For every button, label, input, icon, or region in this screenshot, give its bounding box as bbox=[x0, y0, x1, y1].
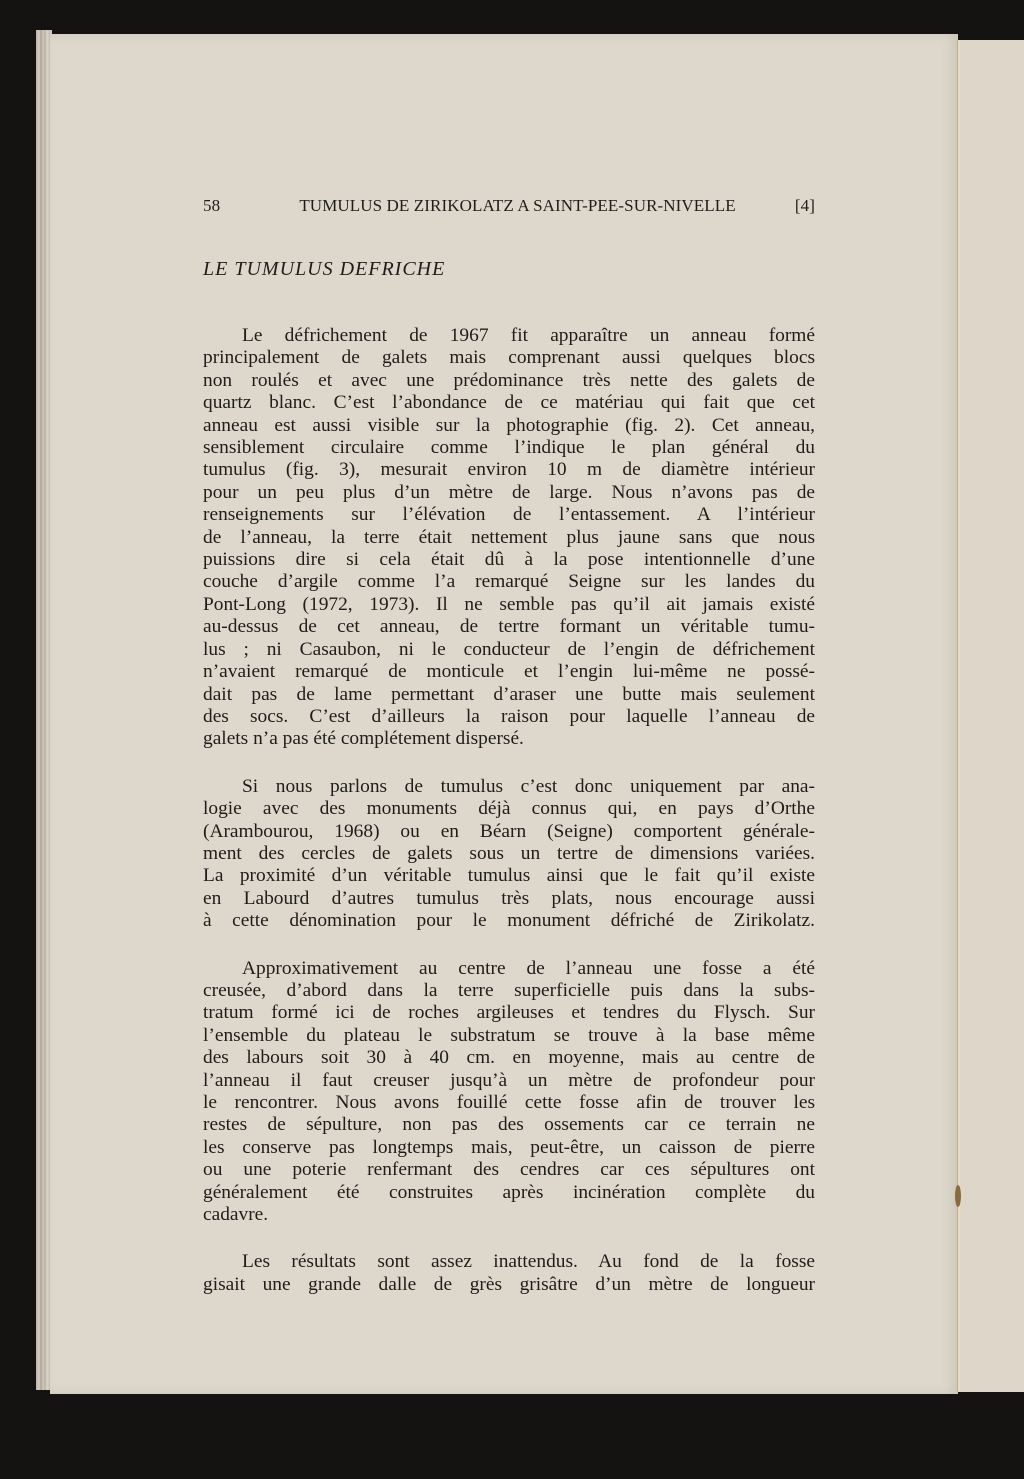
section-marker: [4] bbox=[794, 196, 815, 215]
text-line: (Arambourou, 1968) ou en Béarn (Seigne) comportent générale- bbox=[203, 820, 815, 842]
text-line: Le défrichement de 1967 fit apparaître un anneau formé bbox=[242, 325, 815, 346]
text-line: n’avaient remarqué de monticule et l’engin lui-même ne possé- bbox=[203, 661, 815, 683]
text-line: en Labourd d’autres tumulus très plats, nous encourage aussi bbox=[203, 887, 815, 909]
text-line: ou une poterie renfermant des cendres car ces sépultures ont bbox=[203, 1159, 815, 1181]
text-line: anneau est aussi visible sur la photographie (fig. 2). Cet anneau, bbox=[203, 414, 815, 436]
text-line: lus ; ni Casaubon, ni le conducteur de l’engin de défrichement bbox=[203, 638, 815, 660]
text-line: de l’anneau, la terre était nettement plus jaune sans que nous bbox=[203, 526, 815, 548]
text-line: l’ensemble du plateau le substratum se trouve à la base même bbox=[203, 1024, 815, 1046]
text-line: cadavre. bbox=[203, 1204, 269, 1226]
text-line: Les résultats sont assez inattendus. Au fond de la fosse bbox=[242, 1251, 815, 1273]
text-line: Pont-Long (1972, 1973). Il ne semble pas qu’il ait jamais existé bbox=[203, 593, 815, 615]
text-line: les conserve pas longtemps mais, peut-être, un caisson de pierre bbox=[203, 1136, 815, 1158]
text-line: le rencontrer. Nous avons fouillé cette fosse afin de trouver les bbox=[203, 1092, 815, 1113]
text-line: pour un peu plus d’un mètre de large. Nous n’avons pas de bbox=[203, 481, 815, 503]
text-line: des socs. C’est d’ailleurs la raison pour laquelle l’anneau de bbox=[203, 705, 815, 727]
text-line: non roulés et avec une prédominance très nette des galets de bbox=[203, 369, 815, 391]
running-head-title: TUMULUS DE ZIRIKOLATZ A SAINT-PEE-SUR-NIVELLE bbox=[299, 196, 736, 215]
text-line: couche d’argile comme l’a remarqué Seigne sur les landes du bbox=[203, 571, 815, 593]
text-line: quartz blanc. C’est l’abondance de ce matériau qui fait que cet bbox=[203, 392, 815, 414]
text-line: tratum formé ici de roches argileuses et tendres du Flysch. Sur bbox=[203, 1002, 815, 1024]
text-line: La proximité d’un véritable tumulus ainsi que le fait qu’il existe bbox=[203, 865, 815, 887]
text-line: galets n’a pas été complétement dispersé. bbox=[203, 728, 524, 750]
text-line: dait pas de lame permettant d’araser une butte mais seulement bbox=[203, 683, 815, 705]
paragraph-4 bbox=[203, 1251, 815, 1296]
paragraph-1 bbox=[203, 325, 815, 751]
section-title: LE TUMULUS DEFRICHE bbox=[203, 258, 446, 280]
book-page-right-edge bbox=[960, 40, 1024, 1392]
text-line: généralement été construites après incinération complète du bbox=[203, 1181, 815, 1203]
page-number: 58 bbox=[203, 196, 221, 215]
text-line: Si nous parlons de tumulus c’est donc uniquement par ana- bbox=[242, 775, 815, 797]
text-line: Approximativement au centre de l’anneau une fosse a été bbox=[242, 957, 815, 979]
text-line: sensiblement circulaire comme l’indique le plan général du bbox=[203, 437, 815, 459]
page-content bbox=[203, 196, 815, 1321]
text-line: des labours soit 30 à 40 cm. en moyenne, mais au centre de bbox=[203, 1047, 815, 1069]
text-line: tumulus (fig. 3), mesurait environ 10 m de diamètre intérieur bbox=[203, 459, 815, 481]
text-line: restes de sépulture, non pas des ossements car ce terrain ne bbox=[203, 1114, 815, 1136]
text-line: principalement de galets mais comprenant aussi quelques blocs bbox=[203, 347, 815, 369]
text-line: à cette dénomination pour le monument défriché de Zirikolatz. bbox=[203, 910, 815, 932]
running-head bbox=[203, 196, 815, 222]
text-line: au-dessus de cet anneau, de tertre formant un véritable tumu- bbox=[203, 616, 815, 638]
text-line: renseignements sur l’élévation de l’entassement. A l’intérieur bbox=[203, 504, 815, 526]
paragraph-3 bbox=[203, 958, 815, 1227]
text-line: puissions dire si cela était dû à la pose intentionnelle d’une bbox=[203, 549, 815, 571]
text-line: gisait une grande dalle de grès grisâtre d’un mètre de longueur bbox=[203, 1273, 815, 1295]
text-line: ment des cercles de galets sous un tertre de dimensions variées. bbox=[203, 842, 815, 864]
text-line: logie avec des monuments déjà connus qui, en pays d’Orthe bbox=[203, 798, 815, 820]
paper-stain bbox=[955, 1185, 961, 1207]
paragraph-2 bbox=[203, 776, 815, 933]
text-line: l’anneau il faut creuser jusqu’à un mètre de profondeur pour bbox=[203, 1069, 815, 1091]
text-line: creusée, d’abord dans la terre superficielle puis dans la subs- bbox=[203, 979, 815, 1001]
